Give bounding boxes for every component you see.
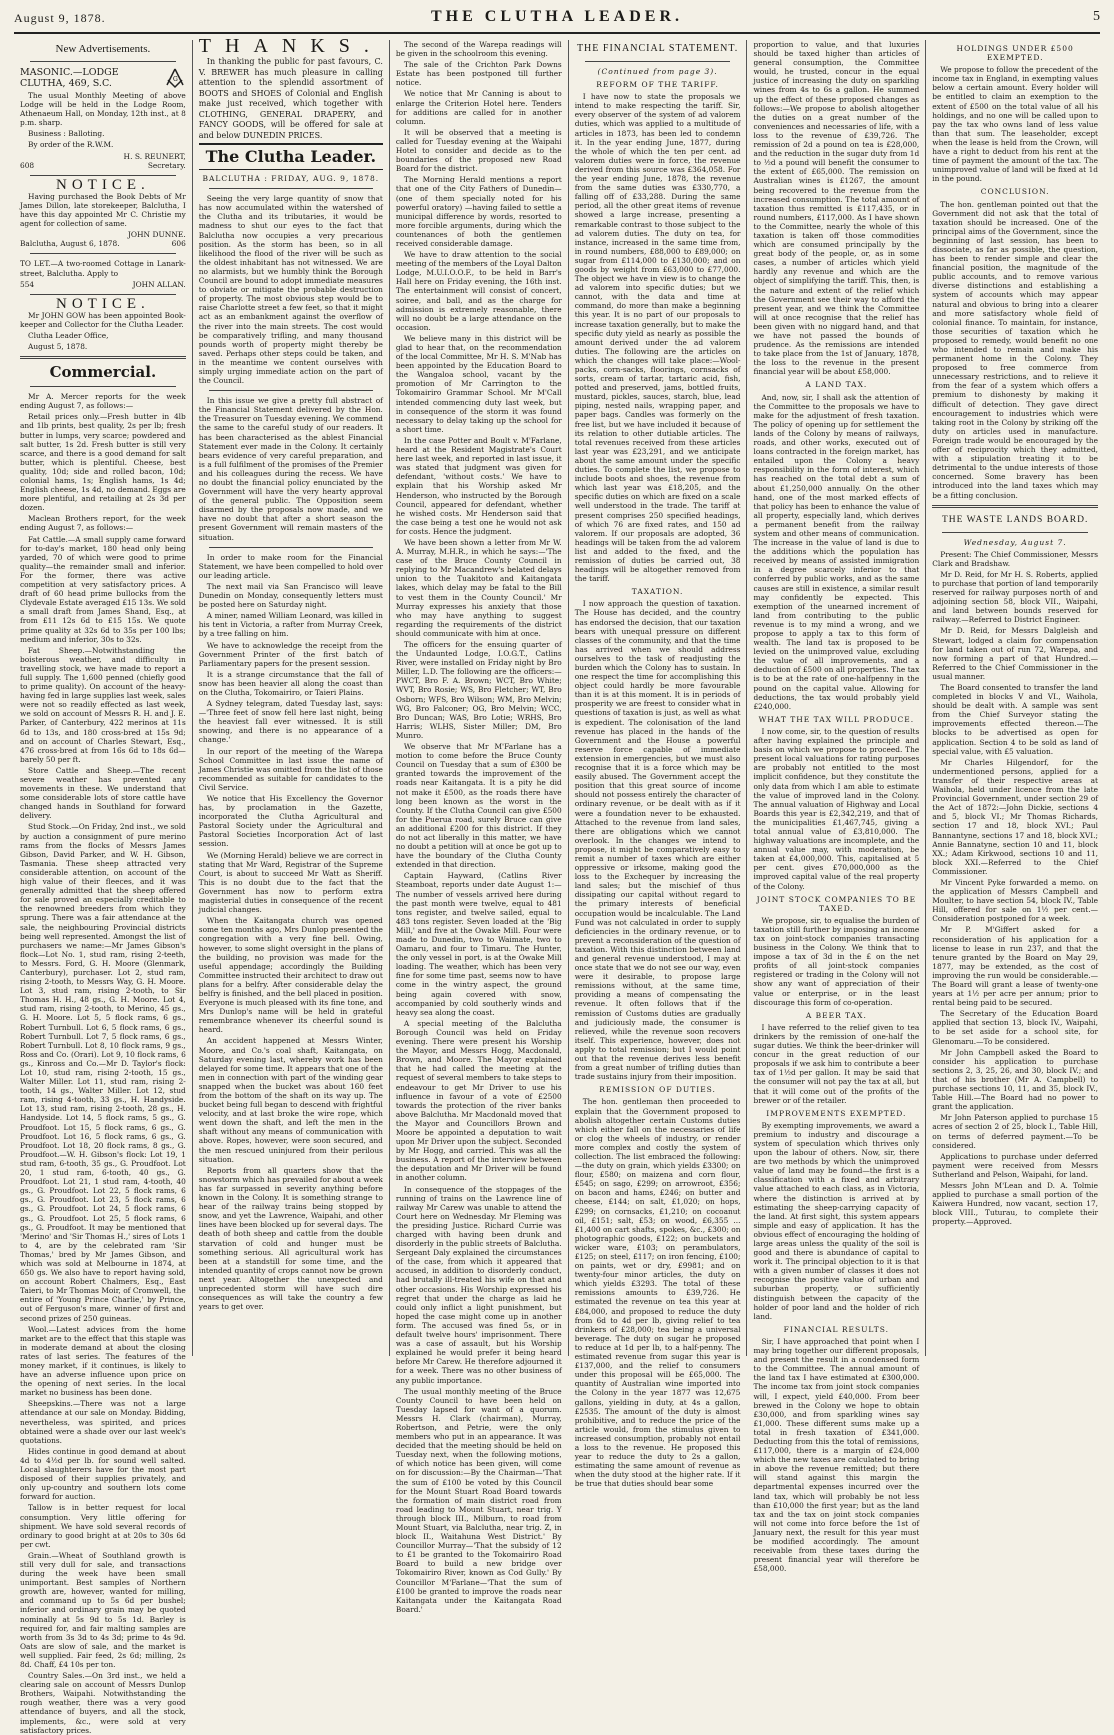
- article-paragraph: Sir, I have approached that point when I may bring together our different proposals, and present the result in a condensed form to the Committee. The annual amount of the land tax I have estimated at £300,000. The income tax from joint stock companies will, I expect, yield £40,000. From beer brewed in the Colony we hope to obtain £30,000, and from sparkling wines say £1,000. These different sums make up a total in fresh taxation of £341,000. Deducting from this the total of remissions, £117,000, there is a margin of £24,000 which the new taxes are calculated to bring in above the revenue remitted; but there will stand against this margin the departmental expenses incurred over the land tax, which will probably be not less than £10,000 the first year; but as the land tax and the tax on joint stock companies will not come into force before the 1st of January next, the result for this year must be modified accordingly. The amount receivable from these taxes during the present financial year will therefore be £58,000.: [753, 1336, 920, 1574]
- column-4: [569, 40, 748, 1489]
- section-heading: A LAND TAX.: [805, 380, 868, 390]
- news-paragraph: The second of the Warepa readings will be given in the schoolroom this evening.: [395, 40, 562, 59]
- article-paragraph: Present: The Chief Commissioner, Messrs Clark and Bradshaw.: [932, 549, 1099, 568]
- news-paragraph: We have been shown a letter from Mr W. A. Murray, M.H.R., in which he says:—'The case of the Bruce County Council in replying to Mr Macandrew's belated delays union to the Tuakitoto and Kaitangata lakes, which delay may be fatal to the Bill to vest them in the County Council.' Mr Murray expresses his anxiety that those who may have anything to suggest regarding the requirements of the district should communicate with him at once.: [395, 537, 562, 638]
- masonic-ref: 608: [20, 160, 35, 170]
- editorial-paragraph: We (Morning Herald) believe we are correct in stating that Mr Ward, Registrar of the Supreme Court, is about to succeed Mr Watt as Sheriff. This is no doubt due to the fact that the Government has now to perform extra magisterial duties in consequence of the recent judicial changes.: [198, 850, 383, 915]
- article-paragraph: Fat Sheep.—Notwithstanding the boisterous weather, and difficulty in travelling stock, we have made to report a full supply. The 1,600 penned (chiefly good to prime quality). On account of the heavy-having fed in large supplies last week, sales were not so readily effected as last week, we sold on account of Messrs R. H. and J. E. Parker, of Canterbury, 422 merinos at 11s 6d to 13s, and 180 cross-bred at 15s 9d; and on account of Charles Stewart, Esq., 476 cross-bred at from 16s 6d to 18s 6d—barely 50 per ft.: [20, 645, 186, 764]
- editorial-paragraph: In our report of the meeting of the Warepa School Committee in last issue the name of James Christie was omitted from the list of those recommended as suitable for candidates to the Civil Service.: [198, 746, 383, 792]
- to-let-ad: [20, 259, 186, 288]
- columns: [14, 35, 1104, 1735]
- section-heading: REMISSION OF DUTIES.: [599, 1085, 716, 1095]
- article-paragraph: Sheepskins.—There was not a large attendance at our sale on Monday. Bidding, nevertheless, was spirited, and prices obtained were a shade over our last week's quotations.: [20, 1399, 186, 1445]
- section-heading: CONCLUSION.: [980, 187, 1050, 197]
- article-paragraph: I have now to state the proposals we intend to make respecting the tariff. Sir, every observer of the system of ad valorem duties, which was applied to a multitude of articles in 1873, has been led to condemn it. In the year ending June, 1877, during the whole of which the ten per cent. ad valorem duties were in force, the revenue derived from this source was £364,058. For the year ending June, 1878, the revenue from the same duties was £330,770, a falling off of £33,288. During the same period, all the other great items of revenue showed a large increase, presenting a remarkable contrast to those subject to the ad valorem duties. The duty on tea, for instance, increased in the same time from, in round numbers, £88,000 to £89,000; on sugar from £114,000 to £130,000; and on goods by weight from £63,000 to £77,000. The object we have in view is to change the ad valorem into specific duties; but we cannot, with the data and time at command, do more than make a beginning this year. It is no part of our proposals to increase taxation generally, but to make the specific duty yield as nearly as possible the amount derived under the ad valorem duties. The following are the articles on which the changes will take place:—Wool-packs, corn-sacks, floorings, cornsacks of sorts, cream of tartar, tartaric acid, fish, potted and preserved, jams, bottled fruits, mustard, pickles, sauces, starch, blue, lead piping, nested nails, wrapping paper, and paper bags. Candles was formerly on the free list, but we have included it because of its relation to other dutiable articles. The total revenues received from these articles last year was £23,291, and we anticipate about the same amount under the specific duties. To complete the list, we propose to include boots and shoes, the revenue from which last year was £18,205, and the specific duties on which are fixed on a scale well understood in the trade. The tariff at present comprises 250 specified headings, of which 76 are fixed rates, and 150 ad valorem. If our proposals are adopted, 36 headings will be taken from the ad valorem list and added to the fixed, and the remission of duties be carried out, 38 headings will be altogether removed from the tariff.: [574, 92, 741, 584]
- divider: [30, 294, 176, 295]
- column-5: [747, 40, 926, 1574]
- article-paragraph: The Secretary of the Education Board applied that section 13, block IV., Waipahi, to be set aside for a school site, for Glenomaru.—To be considered.: [932, 1009, 1099, 1046]
- article-paragraph: Mr P. M'Giffert asked for a reconsideration of his application for a license to lease in run 237, and that the tenure granted by the Board on May 29, 1877, may be extended, as the cost of improving the run would be considerable.—The Board will grant a lease of twenty-one years at 1½ per acre per annum; prior to rental being paid to be secured.: [932, 925, 1099, 1008]
- article-paragraph: The Board consented to transfer the land completed in blocks V and VI., Waihola, should be dealt with. A sample was sent from the Chief Surveyor stating the improvements effected thereon.—The blocks to be advertised as open for application. Section 4 to be sold as land of special value, with £5 valuation.: [932, 683, 1099, 756]
- editorial-paragraph: A Sydney telegram, dated Tuesday last, says:—'Three feet of snow fell here last night, being the heaviest fall ever witnessed. It is still snowing, and there is no appearance of a change.': [198, 699, 383, 745]
- thanks-body: In thanking the public for past favours, C. V. BREWER has much pleasure in calling attention to the splendid assortment of BOOTS and SHOES of Colonial and English make just received, which together with CLOTHING, GENERAL DRAPERY, and FANCY GOODS, will be offered for sale at and below DUNEDIN PRICES.: [198, 57, 383, 140]
- page-number: 5: [1093, 9, 1100, 24]
- editorial-paragraph: The next mail via San Francisco will leave Dunedin on Monday, consequently letters must be posted here on Saturday night.: [198, 581, 383, 610]
- financial-statement-title: THE FINANCIAL STATEMENT.: [576, 43, 739, 54]
- column-3: [390, 40, 569, 1614]
- notice-body: Mr JOHN GOW has been appointed Book-keeper and Collector for the Clutha Leader.: [20, 310, 186, 329]
- notice-body: Having purchased the Book Debts of Mr James Dillon, late storekeeper, Balclutha, I have this day appointed Mr C. Christie my agent for collection of same.: [20, 191, 186, 229]
- section-heading: REFORM OF THE TARIFF.: [596, 80, 719, 90]
- article-paragraph: Mr D. Reid, for Mr H. S. Roberts, applied to purchase that portion of land temporarily reserved for railway purposes north of and adjoining section 58, block VII., Waipahi, and land between bounds reserved for railway.—Referred to District Engineer.: [932, 569, 1099, 625]
- editorial-paragraph: A miner, named William Leonard, was killed in his tent in Victoria, a rafter from Murray Creek, by a tree falling on him.: [198, 611, 383, 639]
- editorial-paragraph: In order to make room for the Financial Statement, we have been compelled to hold over our leading article.: [198, 552, 383, 580]
- news-paragraph: In the case Potter and Boult v. M'Farlane, heard at the Resident Magistrate's Court here last week, and reported in last issue, it was stated that judgment was given for defendant, 'without costs.' We have to explain that his Worship asked Mr Henderson, who instructed by the Borough Council, appeared for defendant, whether he wished costs. Mr Henderson said that the case being a test one he would not ask for costs. Hence the judgment.: [395, 435, 562, 536]
- divider: [30, 61, 176, 62]
- article-paragraph: Maclean Brothers report, for the week ending August 7, as follows:—: [20, 514, 186, 533]
- dateline: BALCLUTHA : FRIDAY, AUG. 9, 1878.: [202, 174, 380, 184]
- column-1: [14, 40, 193, 1735]
- article-paragraph: Applications to purchase under deferred payment were received from Messrs Sutherland and Pelson, Waipahi, for land.: [932, 1151, 1099, 1179]
- section-heading: FINANCIAL RESULTS.: [783, 1324, 890, 1334]
- article-paragraph: Fat Cattle.—A small supply came forward for to-day's market, 180 head only being yarded, 70 of which were good to prime quality—the remainder small and inferior. For the former, there was active competition at very satisfactory prices. A draft of 60 head prime bullocks from the Clydevale Estate averaged £15 13s. We sold a small draft from James Shand, Esq., at from £11 12s 6d to £15 15s. We quote prime quality at 32s 6d to 35s per 100 lbs; medium and inferior, 30s to 32s.: [20, 534, 186, 644]
- editorial-paragraph: An accident happened at Messrs Winter, Moore, and Co.'s coal shaft, Kaitangata, on Saturday evening last, whereby work has been delayed for some time. It appears that one of the men in connection with part of the winding gear snapped when the bucket was about 160 feet from the bottom of the shaft on its way up. The bucket being full began to descend with frightful velocity, and at last broke the wire rope, which went down the shaft, and left the men in the shaft without any means of communication with above. Ropes, however, were soon secured, and the men rescued uninjured from their perilous situation.: [198, 1036, 383, 1164]
- divider: [20, 356, 186, 359]
- to-let-ref: 554: [20, 279, 35, 289]
- news-paragraph: We observe that Mr M'Farlane has a motion to come before the Bruce County Council on Tuesday that a sum of £300 be granted towards the improvement of the roads near Kaitangata. It is a pity he did not make it £500, as the roads there have long been known as the worst in the County. If the Clutha Council can give £500 for the Puerua road, surely Bruce can give an additional £200 for this district. If they do not act liberally in this matter, we have no doubt a petition will at once be got up to have the boundary of the Clutha County extended in that direction.: [395, 742, 562, 870]
- editorial-paragraph: It is a strange circumstance that the fall of snow has been heavier all along the coast than on the Clutha, Tokomairiro, or Taieri Plains.: [198, 669, 383, 697]
- article-paragraph: I now approach the question of taxation. The House has decided, and the country has endorsed the decision, that our taxation bears with unequal pressure on different classes of the community, and that the time has arrived when we should address ourselves to the task of readjusting the burden which the Colony has to sustain. In one respect the time for accomplishing this object could hardly be more favourable than it is at this moment. It is in periods of prosperity we are freest to consider what in questions of taxation is just, as well as what is expedient. The colonisation of the land revenue has placed in the hands of the Government and the House a powerful reserve force capable of immediate extension in emergencies, but we must also recognise that it is a force which may be easily abused. The Government accept the position that this great source of income should not possess entirely the character of ordinary revenue, or be dealt with as if it were a foundation never to be exhausted. Attached to the revenue from land sales, there are obligations which we cannot overlook. In the changes we intend to propose, it might be comparatively easy to remit a number of taxes which are either oppressive or irksome, making good the loss to the Exchequer by increasing the land sales; but the mischief of thus dissipating our capital without regard to the primary interests of beneficial occupation would be incalculable. The Land Fund was not calculated in order to supply deficiencies in the ordinary revenue, or to prevent a reconsideration of the question of taxation. With this distinction between land and general revenue understood, I may at once state that we do not see our way, even were it desirable, to propose large remissions without, at the same time, providing a means of compensating the revenue. It often follows that if the remission of Customs duties are gradually and judiciously made, the consumer is relieved, while the revenue soon recovers itself. This experience, however, does not apply to total remission; but I would point out that the revenue derives less benefit from a great number of trifling duties than trade sustains injury from their imposition.: [574, 599, 741, 1082]
- article-paragraph: And, now, sir, I shall ask the attention of the Committee to the proposals we have to make for the adjustment of fresh taxation. The policy of opening up for settlement the lands of the Colony by means of railways, roads, and other works, executed out of loans contracted in the foreign market, has entailed upon the Colony a heavy responsibility in the form of interest, which has reached on the total debt a sum of about £1,250,000 annually. On the other hand, one of the most marked effects of that policy has been to enhance the value of all property, especially land, which derives a permanent benefit from the railway system and other means of communication. The increase in the value of land is due to the additions which the population has received by means of assisted immigration in a degree scarcely inferior to that conferred by public works, and as the same causes are still in existence, a similar result may confidently be expected. This exemption of the unearned increment of land from contributing to the public revenue is to my mind a wrong, and we propose to apply a tax to this form of wealth. The land tax is proposed to be levied on the unimproved value, excluding the value of all improvements, and a deduction of £500 on all properties. The tax is to be at the rate of one-halfpenny in the pound on the capital value. Allowing for deductions, the tax would probably yield £240,000.: [753, 392, 920, 711]
- notice-ref: 606: [171, 239, 186, 249]
- section-heading: IMPROVEMENTS EXEMPTED.: [766, 1108, 907, 1118]
- masonic-lodge-ad: [20, 67, 186, 170]
- article-paragraph: We propose, sir, to equalise the burden of taxation still further by imposing an income tax on joint-stock companies transacting business in the Colony. We think that to impose a tax of 3d in the £ on the net profits of all joint-stock companies registered or trading in the Colony will not show any want of appreciation of their value or enterprise, or in the least discourage this form of co-operation.: [753, 915, 920, 1007]
- editorial-paragraph: When the Kaitangata church was opened some ten months ago, Mrs Dunlop presented the congregation with a very fine bell. Owing, however, to some slight oversight in the plans of the building, no provision was made for the useful appendage; accordingly the Building Committee instructed their architect to draw out plans for a belfry. After considerable delay the belfry is finished, and the bell placed in position. Everyone is much pleased with its fine tone, and Mrs Dunlop's name will be held in grateful remembrance whenever its cheerful sound is heard.: [198, 916, 383, 1035]
- masonic-body: The usual Monthly Meeting of above Lodge will be held in the Lodge Room, Athenaeum Hall, on Monday, 12th inst., at 8 p.m. sharp.: [20, 91, 186, 128]
- divider: [585, 61, 731, 62]
- article-paragraph: proportion to value, and that luxuries should be taxed higher than articles of general consumption, the Committee would, he trusted, concur in the equal justice of increasing the duty on sparkling wines from 4s to 6s a gallon. He summed up the effect of these proposed changes as follows:—We propose to abolish altogether the duties on a great number of the conveniences and necessaries of life, with a loss to the revenue of £39,726. The remission of 2d a pound on tea is £28,000, and the reduction in the sugar duty from 1d to ½d a pound will benefit the consumer to the extent of £65,000. The remission on Australian wines is £1267, the amount being recovered to the revenue from the increased consumption. The total amount of taxation thus remitted is £117,435, or in round numbers, £117,000. As I have shown to the Committee, nearly the whole of this taxation is taken off those commodities which are consumed principally by the great body of the people, or, as in some cases, a number of articles which yield hardly any revenue and which are the object of simplifying the tariff. This, then, is the nature and extent of the relief which the Government see their way to afford the present year, and we think the Committee will at once recognise that the relief has been given with no niggard hand, and that we have not passed the bounds of prudence. As the remissions are intended to take place from the 1st of January, 1878, the loss to the revenue in the present financial year will be about £58,000.: [753, 40, 920, 377]
- article-paragraph: Tallow is in better request for local consumption. Very little offering for shipment. We have sold several records of ordinary to good bright at at 20s to 30s 6d per cwt.: [20, 1503, 186, 1549]
- article-paragraph: Messrs John M'Lean and D. A. Tolmie applied to purchase a small portion of the Kaiwera Hundred, now vacant, section 17, block VIII., Tuturau, to complete their property.—Approved.: [932, 1180, 1099, 1227]
- article-paragraph: Grain.—Wheat of Southland growth is still very dull for sale, and transactions during the week have been small unimportant. Best samples of Northern growth are, however, wanted for milling, and command up to 5s 6d per bushel; inferior and ordinary grain may be quoted nominally at 5s 9d to 5s 1d. Barley is required for, and fair malting samples are worth from 3s 3d to 4s 3d; prime to 4s 9d. Oats are slow of sale, and the market is well supplied. Fair feed, 2s 6d; milling, 2s 8d. Chaff, £4 10s per ton.: [20, 1550, 186, 1669]
- notice-bookkeeper: [20, 295, 186, 352]
- issue-date: August 9, 1878.: [14, 11, 106, 25]
- svg-text:G: G: [172, 76, 178, 83]
- new-advertisements-heading: New Advertisements.: [55, 43, 151, 55]
- news-paragraph: The sale of the Crichton Park Downs Estate has been postponed till further notice.: [395, 60, 562, 88]
- divider: [942, 532, 1088, 533]
- article-paragraph: Mr Charles Hilgendorf, for the undermentioned persons, applied for a transfer of their respective areas at Waihola, held under licence from the late Provincial Government, under section 29 of the Act of 1872:—John Dickie, sections 4 and 5, block VI.; Mr Thomas Richards, section 17 and 18, block XVI.; Paul Bannantyne, sections 17 and 18, block XVI.; Annie Bannatyne, section 10 and 11, block XX.; Adam Kirkwood, sections 10 and 11, block XXI.—Referred to the Chief Commissioner.: [932, 757, 1099, 876]
- article-paragraph: Mr A. Mercer reports for the week ending August 7, as follows:—: [20, 392, 186, 411]
- article-paragraph: Mr John Paterson applied to purchase 15 acres of section 2 of 25, block I., Table Hill, on terms of deferred payment.—To be considered.: [932, 1113, 1099, 1150]
- masonic-signature: H. S. REUNERT,: [123, 151, 186, 161]
- divider: [932, 505, 1098, 508]
- news-paragraph: We believe many in this district will be glad to hear that, on the recommendation of the local Committee, Mr H. S. M'Nab has been appointed by the Education Board to the Wangaloa school, vacant by the promotion of Mr Carrington to the Tokomairiro Grammar School. Mr M'Call intended commencing duty last week, but in consequence of the storm it was found necessary to delay taking up the school for a short time.: [395, 333, 562, 434]
- article-paragraph: Mr Vincent Pyke forwarded a memo. on the application of Messrs Campbell and Moulter, to have section 54, block IV., Table Hill, offered for sale on 1½ per cent.—Consideration postponed for a week.: [932, 877, 1099, 924]
- section-heading: HOLDINGS UNDER £500 EXEMPTED.: [956, 44, 1074, 63]
- thanks-title: THANKS.: [198, 35, 383, 57]
- section-heading: JOINT STOCK COMPANIES TO BE TAXED.: [756, 894, 917, 913]
- article-paragraph: Wool.—Latest advices from the home market are to the effect that this staple was in moderate demand at about the closing rates of last series. The features of the money market, if it continues, is likely to have an adverse influence upon price on the opening of next series. In the local market no business has been done.: [20, 1324, 186, 1398]
- editorial-paragraph: Seeing the very large quantity of snow that has now accumulated within the watershed of the Clutha and its tributaries, it would be madness to shut our eyes to the fact that Balclutha now occupies a very precarious position. As the storm has been, so in all likelihood the flood of the river will be such as the oldest inhabitant has not witnessed. We are no alarmists, but we humbly think the Borough Council are bound to adopt immediate measures to obviate or mitigate the probable destruction of property. The most obvious step would be to raise Charlotte street a few feet, so that it might act as an embankment against the overflow of the river into the main streets. The cost would be comparatively trifling, and many thousand pounds worth of property might thereby be saved. Perhaps other steps could be taken, and in the meantime we content ourselves with simply urging immediate action on the part of the Council.: [198, 194, 383, 386]
- paper-masthead-title: THE CLUTHA LEADER.: [430, 8, 684, 25]
- column-2: [193, 35, 390, 1356]
- section-heading: TAXATION.: [631, 587, 684, 597]
- article-paragraph: Store Cattle and Sheep.—The recent severe weather has prevented any movements in these. We understand that some considerable lots of store cattle have changed hands in Southland for forward delivery.: [20, 765, 186, 821]
- section-heading: WHAT THE TAX WILL PRODUCE.: [758, 714, 915, 724]
- editorial-paragraph: We have to acknowledge the receipt from the Government Printer of the first batch of Parliamentary papers for the present session.: [198, 640, 383, 668]
- article-paragraph: By exempting improvements, we award a premium to industry and discourage a system of speculation which thrives only upon the labour of others. Now, sir, there are two methods by which the unimproved value of land may be found—the first is a classification with a fixed and arbitrary value attached to each class, as in Victoria, where the distinction is arrived at by estimating the sheep-carrying capacity of the land. At first sight, this system appears simple and easy of application. It has the obvious effect of encouraging the holding of large areas unless the quality of the soil is good and there is abundance of capital to work it. The principal objection to it is that with a given number of classes it does not recognise the positive value of urban and suburban property, or sufficiently distinguish between the capacity of the holder of poor land and the holder of rich land.: [753, 1120, 920, 1321]
- notice-signature: JOHN DUNNE.: [127, 230, 186, 240]
- notice-office: Clutha Leader Office,: [28, 330, 109, 340]
- news-paragraph: It will be observed that a meeting is called for Tuesday evening at the Waipahi Hotel to consider and decide as to the boundaries of the proposed new Road Board for the district.: [395, 127, 562, 174]
- editorial-paragraph: We notice that His Excellency the Governor has, by proclamation in the Gazette, incorporated the Clutha Agricultural and Pastoral Society under the Agricultural and Pastoral Societies Incorporation Act of last session.: [198, 794, 383, 849]
- notice-date: August 5, 1878.: [28, 342, 88, 352]
- news-paragraph: We have to draw attention to the social meeting of the members of the Loyal Dalton Lodge, M.U.I.O.O.F., to be held in Barr's Hall here on Friday evening, the 16th inst. The entertainment will consist of concert, soiree, and ball, and as the charge for admission is extremely reasonable, there will no doubt be a large attendance on the occasion.: [395, 250, 562, 332]
- article-paragraph: Retail prices only.—Fresh butter in 4lb and 1lb prints, best quality, 2s per lb; fresh butter in lumps, very scarce; powdered and salt butter, 1s 2d. Fresh butter is still very scarce, and there is a good demand for salt butter, which is plentiful. Cheese, best quality, 10d; side and rolled bacon, 10d; colonial hams, 1s; English hams, 1s 4d; English cheese, 1s 4d, no demand. Eggs are more plentiful, and retailing at 2s 3d per dozen.: [20, 412, 186, 513]
- article-paragraph: Hides continue in good demand at about 4d to 4½d per lb. for sound well salted. Local slaughterers have for the most part disposed of their supplies privately, and only up-country and southern lots come forward for auction.: [20, 1446, 186, 1502]
- divider: [30, 253, 176, 254]
- meeting-date: Wednesday, August 7.: [963, 537, 1067, 547]
- divider: [209, 547, 373, 548]
- masonic-business: Business : Balloting.: [28, 129, 105, 139]
- news-paragraph: The officers for the ensuing quarter of the Undaunted Lodge, I.O.G.T., Catlins River, were installed on Friday night by Bro Miller, L.D. The following are the officers:—PWCT, Bro F. A. Brown; WCT, Bro White; WVT, Bro Rosie; WS, Bro Fletcher; WT, Bro Osborn; WFS, Bro Wilson; WM, Bro Melvin; WG, Bro Falconer; OG, Bro Melvin; WCC, Bro Duncan; WAS, Bro Lotie; WRHS, Bro Harris; WLHS, Sister Miller; DM, Bro Munro.: [395, 640, 562, 740]
- article-paragraph: I now come, sir, to the question of results after having explained the principle and basis on which we propose to proceed. The present local valuations for rating purposes are probably not entitled to the most implicit confidence, but they constitute the only data from which I am able to estimate the value of improved land in the Colony. The annual valuation of Highway and Local Boards this year is £2,342,219, and that of the municipalities £1,467,745, giving a total annual value of £3,810,000. The highway valuations are incomplete, and the annual value may, with moderation, be taken at £4,000,000. This, capitalised at 5 per cent. gives £70,000,000 as the improved capital value of the real property of the Colony.: [753, 726, 920, 891]
- to-let-body: TO LET.—A two-roomed Cottage in Lanark-street, Balclutha. Apply to: [20, 259, 186, 278]
- paper-title: The Clutha Leader.: [199, 143, 383, 170]
- notice-title: NOTICE.: [56, 176, 150, 193]
- masonic-lead: MASONIC.—LODGE CLUTHA, 469, S.C.: [20, 67, 119, 89]
- divider: [30, 386, 176, 387]
- divider: [209, 188, 373, 189]
- masonic-order: By order of the R.W.M.: [28, 140, 114, 150]
- editorial-paragraph: Reports from all quarters show that the snowstorm which has prevailed for about a week has far surpassed in severity anything before known in the Colony. It is something strange to hear of the railway trains being stopped by snow, and yet the Lawrence, Waipahi, and other lines have been blocked up for several days. The death of both sheep and cattle from the double starvation of cold and hunger must be something serious. All agricultural work has been at a standstill for some time, and the intended quantity of crops cannot now be grown next year. Altogether the unexpected and unprecedented storm will have such dire consequences as will take the country a few years to get over.: [198, 1165, 383, 1312]
- article-paragraph: Mr D. Reid, for Messrs Dalgleish and Stewart, lodged a claim for compensation for land taken out of run 72, Warepa, and now forming a part of that Hundred.—Referred to the Chief Commissioner in the usual manner.: [932, 626, 1099, 681]
- news-paragraph: We notice that Mr Canning is about to enlarge the Criterion Hotel here. Tenders for additions are called for in another column.: [395, 89, 562, 126]
- notice-place-date: Balclutha, August 6, 1878.: [20, 239, 120, 249]
- article-paragraph: We propose to follow the precedent of the income tax in England, in exempting values below a certain amount. Every holder will be entitled to claim an exemption to the extent of £500 on the total value of all his holdings, and no one will be called upon to pay the tax who owns land of less value than that sum. The leaseholder, except when the lease is held from the Crown, will have a right to deduct from his rent at the time of payment the amount of the tax. The unimproved value of land will be fixed at 1d in the pound.: [932, 65, 1099, 184]
- article-paragraph: Stud Stock.—On Friday, 2nd inst., we sold by auction a consignment of pure merino rams from the flocks of Messrs James Gibson, David Parker, and W. H. Gibson, Tasmania. These sheep attracted very considerable attention, on account of the high value of their fleeces, and it was generally admitted that the sheep offered for sale proved an especially creditable to the renowned breeders from which they sprung. There was a fair attendance at the sale, the neighbouring Provincial districts being well represented. Amongst the list of purchasers we name:—Mr James Gibson's flock—Lot No. 1, stud ram, rising 2-teeth, to Messrs. Ford, G. H. Moore (Glenmark, Canterbury), purchaser. Lot 2, stud ram, rising 2-tooth, to Messrs Way, G. H. Moore. Lot 3, stud ram, rising 2-tooth, to Sir Thomas H. H., 48 gs., G. H. Moore. Lot 4, stud ram, rising 2-tooth, to Merino, 45 gs., G. H. Moore. Lot 5, 5 flock rams, 6 gs., Robert Turnbull. Lot 6, 5 flock rams, 6 gs., Robert Turnbull. Lot 7, 5 flock rams, 6 gs., Robert Turnbull. Lot 8, 10 flock rams, 9 gs., Ross and Co. (Orari). Lot 9, 10 flock rams, 6 gs., Kinross and Co.—Mr D. Taylor's flock: Lot 10, stud ram, rising 2-tooth, 15 gs., Walter Miller. Lot 11, stud ram, rising 2-tooth, 14 gs., Walter Miller. Lot 12, stud ram, rising 4-tooth, 33 gs., H. Handyside. Lot 13, stud ram, rising 2-tooth, 28 gs., H. Handyside. Lot 14, 5 flock rams, 5 gs., G. Proudfoot. Lot 15, 5 flock rams, 6 gs., G. Proudfoot. Lot 16, 5 flock rams, 6 gs., G. Proudfoot. Lot 18, 20 flock rams, 8 gs., G. Proudfoot.—W. H. Gibson's flock: Lot 19, 1 stud ram, 6-tooth, 35 gs., G. Proudfoot. Lot 20, 1 stud ram, 6-tooth, 40 gs., G. Proudfoot. Lot 21, 1 stud ram, 4-tooth, 40 gs., G. Proudfoot. Lot 22, 5 flock rams, 6 gs., G. Proudfoot. Lot 23, 5 flock rams, 6 gs., G. Proudfoot. Lot 24, 5 flock rams, 6 gs., G. Proudfoot. Lot 25, 5 flock rams, 6 gs., G. Proudfoot. It may be mentioned that 'Merino' and 'Sir Thomas H.,' sires of Lots 1 to 4, are by the celebrated ram 'Sir Thomas,' bred by Mr James Gibson, and which was sold at Melbourne in 1874, at 650 gs. We also have to report having sold, on account Robert Chalmers, Esq., East Taieri, to Mr Thomas Moir, of Cromwell, the entire of 'Young Prince Charlie,' by Prince, out of Ferguson's mare, winner of first and second prizes of 250 guineas.: [20, 822, 186, 1323]
- editorial-paragraph: In this issue we give a pretty full abstract of the Financial Statement delivered by the Hon. the Treasurer on Tuesday evening. We commend the same to the careful study of our readers. It has been characterised as the ablest Financial Statement ever made in the Colony. It certainly bears evidence of very careful preparation, and is a full fulfilment of the promises of the Premier and his colleagues during the recess. We have no doubt the financial policy enunciated by the Government will have the very hearty approval of the general public. The Opposition seem disarmed by the proposals now made, and we have no doubt that after a short season the present Government will remain masters of the situation.: [198, 396, 383, 542]
- to-let-signature: JOHN ALLAN.: [132, 279, 186, 289]
- article-paragraph: The hon. gentleman pointed out that the Government did not ask that the total of taxation should be increased. One of the principal aims of the Government, since the beginning of last session, has been to dissociate, as far as possible, the question, has been to render simple and clear the financial position, the magnitude of the public accounts, and to remove various diverse distinctions and establishing a system of accounts which may appear natural and obvious to bring into a clearer and more satisfactory whole field of colonial finance. To maintain, for instance, those securities of taxation which he proposed to remedy, would benefit no one who intended to remain and make his permanent home in the Colony. They proposed to free commerce from unnecessary restrictions, and to relieve it from the fear of a system which offers a premium to dishonesty by making it difficult of detection. They gave direct encouragement to industries which were taking root in the Colony by striking off the duty on articles used in manufacture. Foreign trade would be encouraged by the offer of reciprocity which they admitted, with a stipulation treating it to be detrimental to the undue interests of those concerned. Some bravery has been introduced into the land taxes which may be a fitting conclusion.: [932, 199, 1099, 500]
- article-paragraph: I have referred to the relief given to tea drinkers by the remission of one-half the sugar duties. We think the beer-drinker will concur in the great reduction of our proposals if we ask him to contribute a beer tax of 1½d per gallon. It may be said that the consumer will not pay the tax at all, but that it will come out of the profits of the brewer or of the retailer.: [753, 1022, 920, 1105]
- column-6: [926, 40, 1104, 1356]
- article-paragraph: Country Sales.—On 3rd inst., we held a clearing sale on account of Messrs Dunlop Brothers, Waipahi. Notwithstanding the rough weather, there was a very good attendance of buyers, and all the stock, implements, &c., were sold at very satisfactory prices.: [20, 1671, 186, 1735]
- notice-title: NOTICE.: [56, 295, 150, 312]
- continued-note: (Continued from page 3).: [597, 67, 718, 76]
- masonic-square-compass-icon: [164, 67, 186, 89]
- news-paragraph: A special meeting of the Balclutha Borough Council was held on Friday evening. There were present his Worship the Mayor, and Messrs Hogg, Macdonald, Brown, and Moore. The Mayor explained that he had called the meeting at the request of several members to take steps to endeavour to get Mr Driver to use his influence in favour of a vote of £2500 towards the protection of the river banks above Balclutha. Mr Macdonald moved that the Mayor and Councillors Brown and Moore be appointed a deputation to wait upon Mr Driver upon the subject. Seconded by Mr Hogg, and carried. This was all the business. A report of the interview between the deputation and Mr Driver will be found in another column.: [395, 1018, 562, 1183]
- notice-book-debts: [20, 176, 186, 249]
- article-paragraph: Mr John Campbell asked the Board to consider his application to purchase sections 2, 3, 25, 26, and 30, block IV.; and that of his brother (Mr A. Campbell) to purchase sections 10, 11, and 35, block IV., Table Hill.—The Board had no power to grant the application.: [932, 1047, 1099, 1112]
- masthead: [14, 8, 1100, 34]
- waste-lands-heading: THE WASTE LANDS BOARD.: [941, 514, 1089, 525]
- news-paragraph: Captain Hayward, (Catlins River Steamboat, reports under date August 1:—The number of vessels arrived here during the past month were twelve, equal to 481 tons register, and twelve sailed, equal to 483 tons register. Seven loaded at the 'Big Mill,' and five at the Owake Mill. Four were made to Dunedin, two to Waimate, two to Oamaru, and four to Timaru. The Hunter, the only vessel in port, is at the Owake Mill loading. The weather, which has been very fine for some time past, seems now to have come in the wintry aspect, the ground being again covered with snow, accompanied by cold southerly winds and heavy sea along the coast.: [395, 871, 562, 1017]
- divider: [209, 390, 373, 391]
- commercial-heading: Commercial.: [49, 363, 157, 382]
- section-heading: A BEER TAX.: [805, 1010, 867, 1020]
- news-paragraph: In consequence of the stoppages of the running of trains on the Lawrence line of railway Mr Carew was unable to attend the Court here on Wednesday. Mr Fleming was the presiding Justice. Richard Currie was charged with having been drunk and disorderly in the public streets of Balclutha. Sergeant Daly explained the circumstances of the case, from which it appeared that accused, in addition to disorderly conduct, had brutally ill-treated his wife on that and other occasions. His Worship expressed his regret that under the charge as laid he could only inflict a light punishment, but hoped the case might come up in another form. The accused was fined 5s, or in default twelve hours' imprisonment. There was a case of assault, but his Worship explained he would prefer it being heard before Mr Carew. He therefore adjourned it for a week. There was no other business of any public importance.: [395, 1184, 562, 1385]
- article-paragraph: The hon. gentleman then proceeded to explain that the Government proposed to abolish altogether certain Customs duties which either fall on the necessaries of life or clog the wheels of industry, or render more complex and costly the system of collection. The list embraced the following:—the duty on grain, which yields £3300; on flour, £580; on maizena and corn flour, £545; on sago, £299; on arrowroot, £356; on bacon and hams, £246; on butter and cheese, £144; on salt, £1,020; on hops, £299; on cornsacks, £1,210; on cocoanut oil, £151; salt, £53; on wood, £6,355 ... £1,400 on cart shafts, spokes, &c., £300; on photographic goods, £122; on buckets and wicker ware, £103; on perambulators, £125; on steel, £117; on iron fencing, £100; on paints, wet or dry, £9981; and on twenty-four minor articles, the duty on which yields £3293. The total of these remissions amounts to £39,726. He estimated the revenue on tea this year at £84,000, and proposed to reduce the duty from 6d to 4d per lb, giving relief to tea drinkers of £28,000; tea being a universal beverage. The duty on sugar he proposed to reduce at 1d per lb, to a half-penny. The estimated revenue from sugar this year is £137,000, and the relief to consumers under this proposal will be £65,000. The quantity of Australian wine imported into the Colony in the year 1877 was 12,675 gallons, yielding in duty, at 4s a gallon, £2535. The amount of the duty is almost prohibitive, and to reduce the price of the article would, from the stimulus given to increased consumption, probably not entail a loss to the revenue. He proposed this year to reduce the duty to 2s a gallon, estimating the same amount of revenue as when the duty stood at the higher rate. If it be true that duties should bear some: [574, 1097, 741, 1489]
- masonic-role: Secretary.: [147, 160, 186, 170]
- divider: [30, 175, 176, 176]
- news-paragraph: The Morning Herald mentions a report that one of the City Fathers of Dunedin—(one of them specially noted for his powerful oratory) —having failed to settle a municipal difference by words, resorted to more forcible arguments, during which the countenances of both the gentlemen received considerable damage.: [395, 175, 562, 248]
- news-paragraph: The usual monthly meeting of the Bruce County Council to have been held on Tuesday lapsed for want of a quorum. Messrs H. Clark (chairman), Murray, Robertson, and Petrie, were the only members who put in an appearance. It was decided that the meeting should be held on Tuesday next, when the following motions, of which notice has been given, will come on for discussion:—By the Chairman—'That the sum of £100 be voted by this Council for the Mount Stuart Road Board towards the formation of main district road from road leading to Mount Stuart, near trig. Y through block III., Milburn, to road from Mount Stuart, via Balclutha, near trig. Z, in block II., Waitahuna West District.' By Councillor Murray—'That the subsidy of 12 to £1 be granted to the Tokomairiro Road Board to build a new bridge over Tokomairiro River, known as Cod Gully.' By Councillor M'Farlane—'That the sum of £100 be granted to improve the roads near Kaitangata under the Kaitangata Road Board.': [395, 1386, 562, 1614]
